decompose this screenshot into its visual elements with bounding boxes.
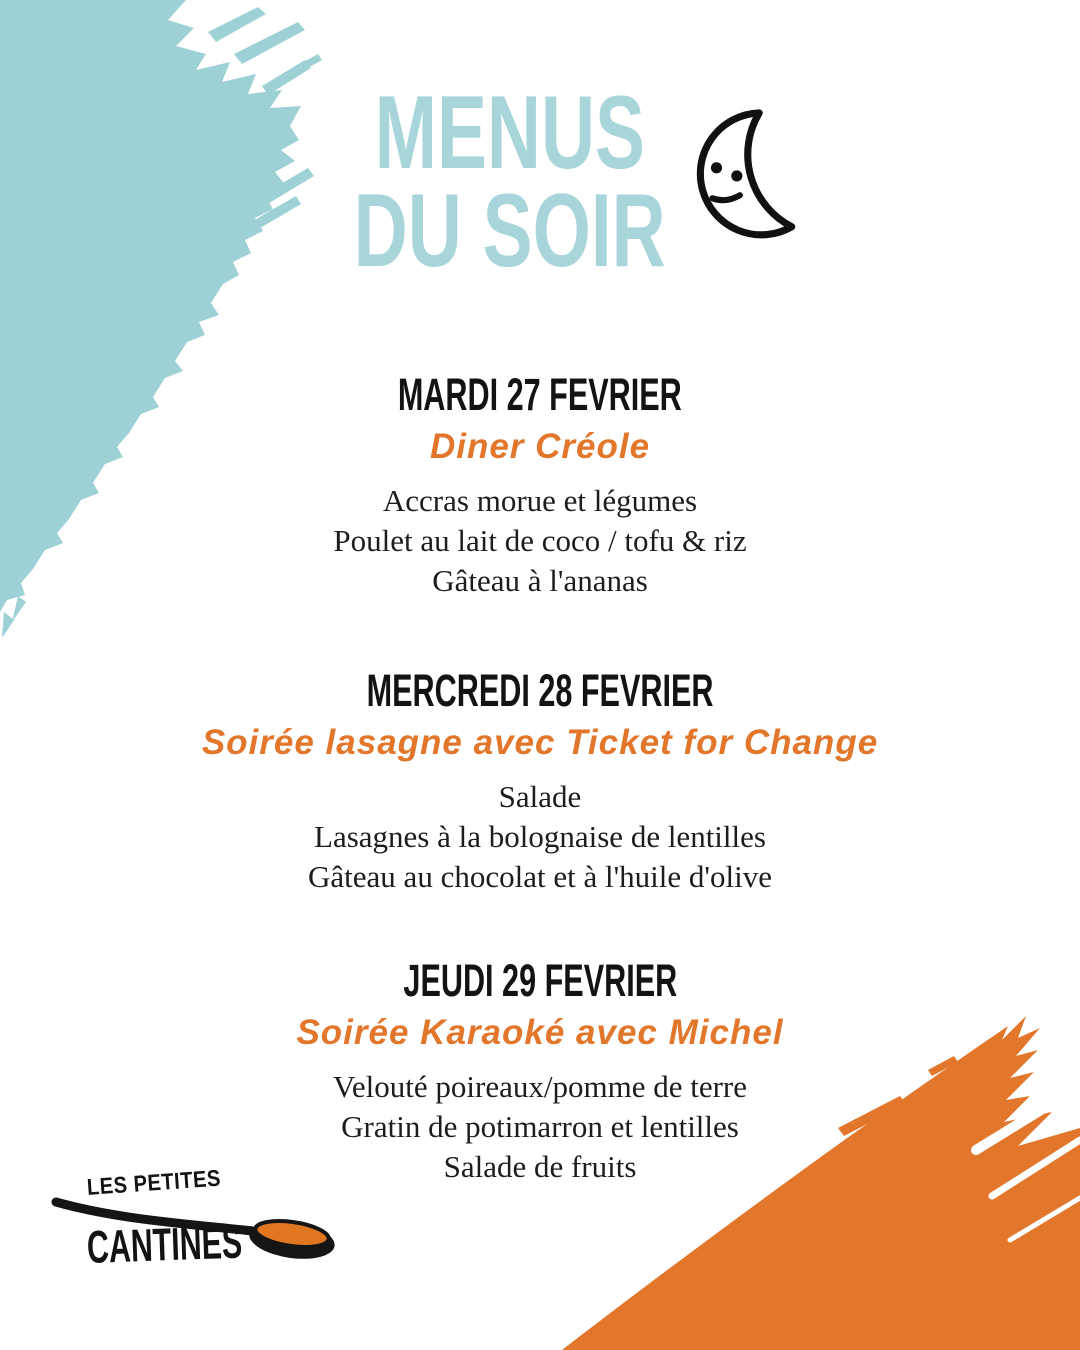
menu-item: Velouté poireaux/pomme de terre (332, 1069, 748, 1104)
menu-item: Accras morue et légumes (382, 483, 698, 518)
menu-item: Gratin de potimarron et lentilles (341, 1109, 739, 1144)
menu-theme: Diner Créole (429, 427, 651, 466)
title-line-1: MENUS (374, 75, 646, 191)
menu-item: Salade de fruits (443, 1149, 637, 1184)
les-petites-cantines-logo (50, 1164, 350, 1298)
crescent-moon-face-icon (686, 104, 808, 258)
menu-item: Lasagnes à la bolognaise de lentilles (314, 819, 766, 854)
menu-date: JEUDI 29 FEVRIER (403, 955, 677, 1006)
menu-section-jeudi (0, 955, 1080, 1187)
logo-text-les-petites: LES PETITES (86, 1164, 222, 1200)
menu-section-mercredi (0, 665, 1080, 897)
menu-theme: Soirée Karaoké avec Michel (296, 1013, 784, 1052)
title-line-2: DU SOIR (353, 173, 667, 289)
menu-item: Poulet au lait de coco / tofu & riz (333, 523, 747, 558)
page-title (0, 75, 1020, 289)
menu-theme: Soirée lasagne avec Ticket for Change (201, 723, 879, 762)
menu-date: MARDI 27 FEVRIER (398, 369, 682, 420)
menu-item: Gâteau à l'ananas (432, 563, 648, 598)
menu-date: MERCREDI 28 FEVRIER (366, 665, 714, 716)
menu-items (0, 481, 1080, 601)
menu-items (0, 777, 1080, 897)
logo-text-cantines: CANTINES (86, 1215, 243, 1273)
menu-item: Salade (498, 779, 582, 814)
menu-item: Gâteau au chocolat et à l'huile d'olive (308, 859, 772, 894)
menu-section-mardi (0, 369, 1080, 601)
